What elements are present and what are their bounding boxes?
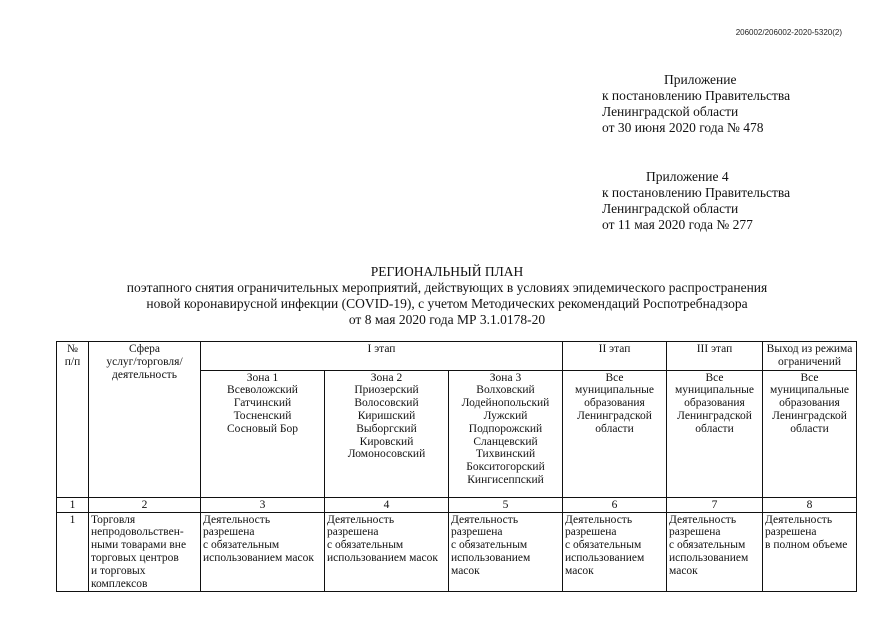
- header-exit-areas: Все муниципальные образования Ленинградской области: [763, 370, 857, 497]
- appendix-line: от 11 мая 2020 года № 277: [602, 217, 753, 232]
- header-zone-1: Зона 1 Всеволожский Гатчинский Тосненский Сосновый Бор: [201, 370, 325, 497]
- header-exit: Выход из режима ограничений: [763, 342, 857, 371]
- title-subline: поэтапного снятия ограничительных мероприятий, действующих в условиях эпидемического распространения: [126, 280, 768, 295]
- column-number: 8: [763, 497, 857, 512]
- header-zone-3: Зона 3 Волховский Лодейнопольский Лужский Подпорожский Сланцевский Тихвинский Бокситогорский Кингисеппский: [449, 370, 563, 497]
- title-subline: от 8 мая 2020 года МР 3.1.0178-20: [348, 312, 546, 327]
- appendix-block-1: [602, 72, 790, 136]
- document-id: 206002/206002-2020-5320(2): [735, 28, 842, 37]
- header-stage-2-areas: Все муниципальные образования Ленинградской области: [563, 370, 667, 497]
- appendix-line: к постановлению Правительства: [602, 185, 791, 200]
- column-number: 6: [563, 497, 667, 512]
- row-exit: Деятельность разрешена в полном объеме: [763, 512, 857, 592]
- appendix-line: Ленинградской области: [602, 201, 739, 216]
- column-number: 5: [449, 497, 563, 512]
- row-stage-3: Деятельность разрешена с обязательным использованием масок: [667, 512, 763, 592]
- appendix-line: к постановлению Правительства: [602, 88, 791, 103]
- header-stage-1: I этап: [201, 342, 563, 371]
- row-sphere: Торговля непродовольствен- ными товарами вне торговых центров и торговых комплексов: [89, 512, 201, 592]
- row-zone-3: Деятельность разрешена с обязательным использованием масок: [449, 512, 563, 592]
- appendix-block-2: [602, 169, 790, 233]
- column-number: 7: [667, 497, 763, 512]
- appendix-line: Приложение 4: [646, 169, 729, 184]
- column-number: 3: [201, 497, 325, 512]
- column-number: 4: [325, 497, 449, 512]
- column-number: 2: [89, 497, 201, 512]
- header-num: № п/п: [57, 342, 89, 498]
- appendix-line: от 30 июня 2020 года № 478: [602, 120, 764, 135]
- header-sphere: Сфера услуг/торговля/ деятельность: [89, 342, 201, 498]
- row-stage-2: Деятельность разрешена с обязательным использованием масок: [563, 512, 667, 592]
- header-stage-2: II этап: [563, 342, 667, 371]
- column-number: 1: [57, 497, 89, 512]
- row-zone-1: Деятельность разрешена с обязательным использованием масок: [201, 512, 325, 592]
- appendix-line: Ленинградской области: [602, 104, 739, 119]
- column-number-row: [57, 497, 857, 512]
- plan-table: [56, 341, 857, 592]
- header-stage-3: III этап: [667, 342, 763, 371]
- header-row-stages: [57, 342, 857, 371]
- row-num: 1: [57, 512, 89, 592]
- title-subline: новой коронавирусной инфекции (COVID-19), с учетом Методических рекомендаций Роспотребнадзора: [146, 296, 748, 311]
- header-zone-2: Зона 2 Приозерский Волосовский Киришский Выборгский Кировский Ломоносовский: [325, 370, 449, 497]
- table-row: [57, 512, 857, 592]
- title-main: РЕГИОНАЛЬНЫЙ ПЛАН: [370, 264, 524, 279]
- row-zone-2: Деятельность разрешена с обязательным использованием масок: [325, 512, 449, 592]
- header-stage-3-areas: Все муниципальные образования Ленинградской области: [667, 370, 763, 497]
- appendix-line: Приложение: [664, 72, 737, 87]
- document-title: [0, 264, 894, 328]
